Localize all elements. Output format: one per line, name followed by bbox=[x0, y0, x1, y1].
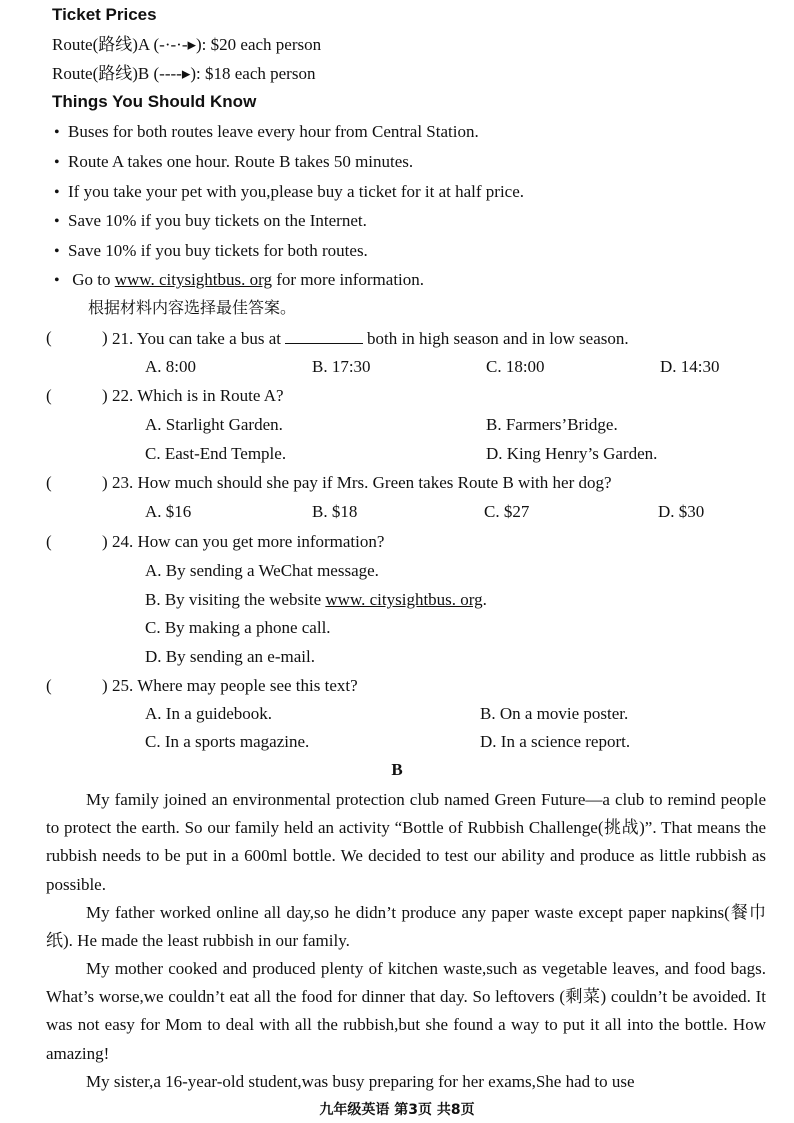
question-21-number: 21. bbox=[112, 329, 134, 348]
question-24-stem: How can you get more information? bbox=[137, 532, 385, 551]
q25-option-a[interactable]: A. In a guidebook. bbox=[145, 704, 273, 723]
bullet-2: • Route A takes one hour. Route B takes 50 minutes. bbox=[54, 151, 413, 174]
q24-option-a[interactable]: A. By sending a WeChat message. bbox=[145, 561, 379, 580]
route-a-price: Route(路线)A (-·-·-▸): $20 each person bbox=[52, 35, 322, 54]
question-22: ( ) 22. Which is in Route A? bbox=[46, 386, 284, 405]
question-21-stem-pre: You can take a bus at bbox=[136, 329, 282, 348]
answer-blank[interactable] bbox=[285, 327, 363, 344]
q23-option-a[interactable]: A. $16 bbox=[145, 502, 192, 521]
bullet-5: • Save 10% if you buy tickets for both routes. bbox=[54, 240, 368, 263]
things-to-know-heading: Things You Should Know bbox=[52, 92, 257, 111]
bullet-6-pre: Go to bbox=[72, 270, 115, 289]
instruction-text: 根据材料内容选择最佳答案。 bbox=[88, 298, 297, 317]
question-23-number: 23. bbox=[112, 473, 134, 492]
bullet-3: • If you take your pet with you,please buy a ticket for it at half price. bbox=[54, 181, 524, 204]
q24-option-c[interactable]: C. By making a phone call. bbox=[145, 618, 331, 637]
question-24-number: 24. bbox=[112, 532, 134, 551]
q21-option-b[interactable]: B. 17:30 bbox=[312, 357, 371, 376]
question-24: ( ) 24. How can you get more information? bbox=[46, 532, 385, 551]
section-b-label: B bbox=[391, 760, 403, 779]
ticket-prices-heading: Ticket Prices bbox=[52, 5, 157, 24]
q24-option-d[interactable]: D. By sending an e-mail. bbox=[145, 647, 315, 666]
q21-option-d[interactable]: D. 14:30 bbox=[660, 357, 720, 376]
bullet-1: • Buses for both routes leave every hour from Central Station. bbox=[54, 121, 479, 144]
route-b-price: Route(路线)B (----▸): $18 each person bbox=[52, 64, 316, 83]
q25-option-c[interactable]: C. In a sports magazine. bbox=[145, 732, 310, 751]
passage-paragraph-4: My sister,a 16-year-old student,was busy preparing for her exams,She had to use bbox=[86, 1072, 635, 1091]
q21-option-c[interactable]: C. 18:00 bbox=[486, 357, 545, 376]
question-21-stem-post: both in high season and in low season. bbox=[367, 329, 629, 348]
q24-option-b[interactable]: B. By visiting the website www. citysightbus. org. bbox=[145, 590, 487, 609]
q24-website-link[interactable]: www. citysightbus. org bbox=[325, 590, 483, 609]
passage-paragraph-3: My mother cooked and produced plenty of kitchen waste,such as vegetable leaves, and food bags. What’s worse,we couldn’t eat all the food for dinner that day. So leftovers (剩菜) couldn’t be avoided. It was not easy for Mom to deal with all the rubbish,but she found a way to put it all into the bottle. How amazing! bbox=[46, 959, 766, 1063]
bullet-6 bbox=[54, 269, 424, 292]
q23-option-d[interactable]: D. $30 bbox=[658, 502, 705, 521]
question-22-stem: Which is in Route A? bbox=[137, 386, 284, 405]
q25-option-b[interactable]: B. On a movie poster. bbox=[480, 704, 629, 723]
passage-paragraph-1: My family joined an environmental protection club named Green Future—a club to remind people to protect the earth. So our family held an activity “Bottle of Rubbish Challenge(挑战)”. That means the rubbish needs to be put in a 600ml bottle. We decided to test our ability and produce as little rubbish as possible. bbox=[46, 790, 766, 894]
q21-option-a[interactable]: A. 8:00 bbox=[145, 357, 196, 376]
q23-option-b[interactable]: B. $18 bbox=[312, 502, 358, 521]
question-23: ( ) 23. How much should she pay if Mrs. Green takes Route B with her dog? bbox=[46, 473, 612, 492]
q22-option-b[interactable]: B. Farmers’Bridge. bbox=[486, 415, 618, 434]
question-23-stem: How much should she pay if Mrs. Green takes Route B with her dog? bbox=[137, 473, 612, 492]
q22-option-a[interactable]: A. Starlight Garden. bbox=[145, 415, 283, 434]
q22-option-d[interactable]: D. King Henry’s Garden. bbox=[486, 444, 658, 463]
q23-option-c[interactable]: C. $27 bbox=[484, 502, 530, 521]
question-25-number: 25. bbox=[112, 676, 134, 695]
bullet-6-post: for more information. bbox=[272, 270, 425, 289]
question-21: ( ) 21. You can take a bus at both in high season and in low season. bbox=[46, 328, 629, 348]
q22-option-c[interactable]: C. East-End Temple. bbox=[145, 444, 287, 463]
page-footer: 九年级英语 第3页 共8页 bbox=[319, 1102, 475, 1118]
question-25-stem: Where may people see this text? bbox=[137, 676, 358, 695]
q25-option-d[interactable]: D. In a science report. bbox=[480, 732, 631, 751]
website-link[interactable]: www. citysightbus. org bbox=[114, 270, 272, 289]
bullet-4: • Save 10% if you buy tickets on the Internet. bbox=[54, 210, 367, 233]
question-22-number: 22. bbox=[112, 386, 134, 405]
question-25: ( ) 25. Where may people see this text? bbox=[46, 676, 358, 695]
passage-paragraph-2: My father worked online all day,so he didn’t produce any paper waste except paper napkins(餐巾纸). He made the least rubbish in our family. bbox=[46, 903, 766, 951]
